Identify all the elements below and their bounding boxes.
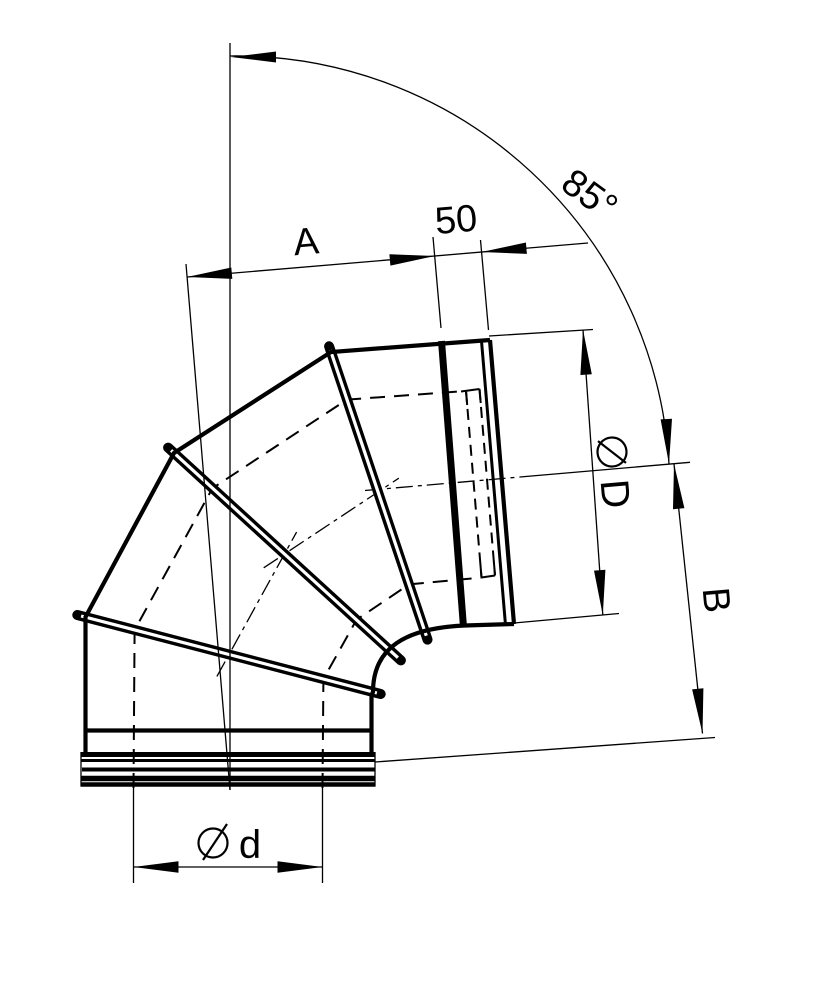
dimension-b — [673, 464, 738, 734]
dimension-inner-diameter — [134, 787, 323, 883]
inner-diameter-label: d — [238, 823, 262, 867]
seam-2-core — [171, 450, 398, 657]
elbow-outline — [86, 340, 515, 753]
length-a-label: A — [291, 220, 321, 265]
segment-center-lines — [217, 477, 520, 676]
offset-b-label: B — [693, 585, 738, 615]
diameter-icon — [596, 436, 627, 467]
outlet-axis-dashed — [365, 477, 520, 491]
outlet-crimp-bead — [442, 341, 464, 627]
outer-diameter-label: D — [591, 477, 638, 511]
bottom-socket-rings — [81, 731, 376, 787]
a-arrowhead-left — [187, 268, 232, 279]
ext-line-d-top — [489, 330, 593, 337]
seam-1-core — [81, 616, 377, 693]
spigot-solid-ends — [466, 389, 495, 578]
ext-line-50-right — [481, 240, 489, 330]
outer-diameter-label-group — [588, 436, 638, 511]
seam-3-core — [330, 350, 426, 636]
b-arrowhead-top — [673, 464, 684, 509]
arrowhead-50-outside — [482, 243, 527, 254]
small-d-arrowhead-left — [134, 861, 179, 872]
spigot-top-cap — [461, 389, 480, 392]
tilted-reference-line — [186, 264, 230, 790]
spigot-left-hidden-line — [466, 391, 482, 578]
spigot-bottom-cap — [482, 576, 496, 578]
dimension-a-and-50 — [187, 198, 588, 330]
bend-angle-label: 85° — [553, 161, 625, 229]
socket-length-label: 50 — [433, 197, 480, 244]
b-arrowhead-bottom — [692, 688, 703, 733]
a-dimension-line — [187, 243, 588, 277]
arc-arrowhead-top — [231, 52, 276, 63]
small-d-arrowhead-right — [278, 861, 323, 872]
outlet-spigot-hidden-band — [461, 389, 495, 578]
outline-throat-contour — [372, 624, 515, 753]
d-arrowhead-bottom — [594, 570, 605, 615]
outline-outer-contour — [86, 340, 491, 753]
diameter-icon — [199, 824, 228, 860]
inner-diameter-label-group — [199, 823, 262, 867]
d-arrowhead-top — [580, 330, 591, 375]
a-arrowhead-right — [389, 254, 434, 265]
arc-arrowhead-end — [661, 419, 672, 464]
ext-line-50-left — [433, 237, 441, 328]
bottom-reference-line — [375, 738, 715, 763]
